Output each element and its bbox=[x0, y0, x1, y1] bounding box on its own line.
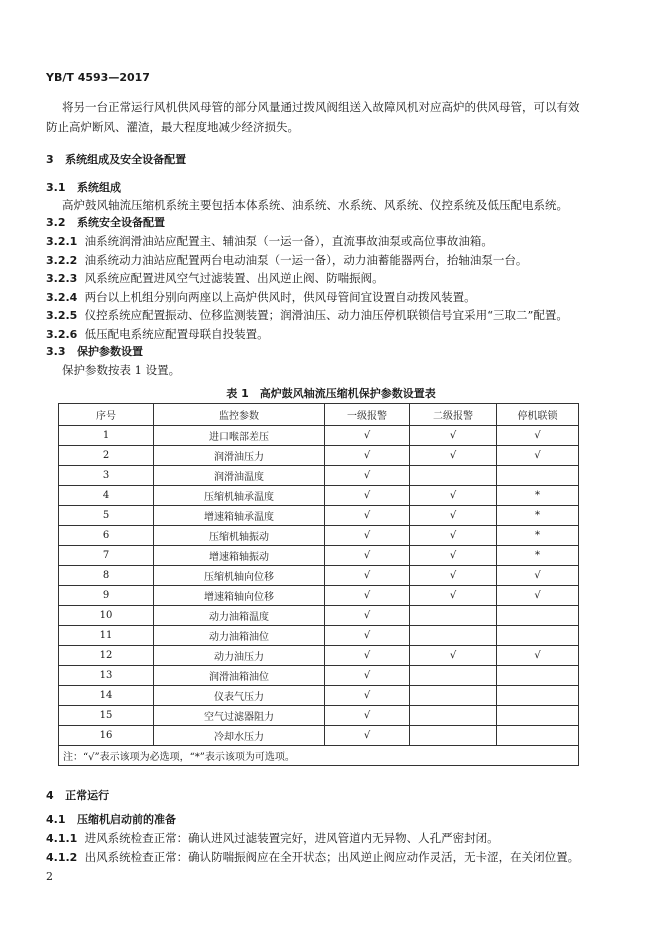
section-number: 3.1 bbox=[46, 181, 66, 194]
table-row bbox=[59, 686, 579, 706]
row-index-cell: 2 bbox=[59, 446, 154, 466]
level-2-alarm-cell: √ bbox=[410, 426, 497, 446]
clause-text: 风系统应配置进风空气过滤装置、出风逆止阀、防喘振阀。 bbox=[84, 271, 384, 285]
section-3-heading bbox=[46, 153, 186, 167]
section-title: 压缩机启动前的准备 bbox=[77, 813, 176, 826]
clause-text: 两台以上机组分别向两座以上高炉供风时，供风母管间宜设置自动拨风装置。 bbox=[84, 290, 476, 304]
row-index-cell: 11 bbox=[59, 626, 154, 646]
section-3-3-text: 保护参数按表 1 设置。 bbox=[62, 363, 181, 377]
section-title: 正常运行 bbox=[65, 789, 110, 802]
level-2-alarm-cell: √ bbox=[410, 486, 497, 506]
clause-number: 3.2.4 bbox=[46, 291, 78, 304]
table-row bbox=[59, 446, 579, 466]
table-header-row bbox=[59, 404, 579, 426]
table-row bbox=[59, 646, 579, 666]
table-row bbox=[59, 626, 579, 646]
clause-3-2-3 bbox=[46, 271, 384, 286]
parameter-cell: 空气过滤器阻力 bbox=[154, 706, 325, 726]
level-2-alarm-cell bbox=[410, 466, 497, 486]
clause-4-1-2 bbox=[46, 850, 579, 865]
shutdown-interlock-cell: √ bbox=[497, 446, 579, 466]
table-row bbox=[59, 586, 579, 606]
section-3-2-heading bbox=[46, 216, 165, 230]
level-2-alarm-cell bbox=[410, 606, 497, 626]
section-title: 系统安全设备配置 bbox=[77, 216, 165, 229]
table-row bbox=[59, 526, 579, 546]
level-1-alarm-cell: √ bbox=[325, 626, 410, 646]
row-index-cell: 12 bbox=[59, 646, 154, 666]
level-1-alarm-cell: √ bbox=[325, 586, 410, 606]
clause-number: 4.1.2 bbox=[46, 851, 78, 864]
level-1-alarm-cell: √ bbox=[325, 726, 410, 746]
level-1-alarm-cell: √ bbox=[325, 506, 410, 526]
level-1-alarm-cell: √ bbox=[325, 466, 410, 486]
level-1-alarm-cell: √ bbox=[325, 486, 410, 506]
table-note-row bbox=[59, 746, 579, 766]
section-number: 3 bbox=[46, 153, 54, 166]
table-caption: 表 1 高炉鼓风轴流压缩机保护参数设置表 bbox=[226, 387, 436, 400]
page-number: 2 bbox=[46, 870, 53, 883]
shutdown-interlock-cell bbox=[497, 626, 579, 646]
shutdown-interlock-cell bbox=[497, 606, 579, 626]
table-row bbox=[59, 566, 579, 586]
row-index-cell: 7 bbox=[59, 546, 154, 566]
table-row bbox=[59, 506, 579, 526]
clause-number: 4.1.1 bbox=[46, 832, 78, 845]
section-number: 4.1 bbox=[46, 813, 66, 826]
parameter-cell: 增速箱轴承温度 bbox=[154, 506, 325, 526]
shutdown-interlock-cell: * bbox=[497, 526, 579, 546]
clause-3-2-4 bbox=[46, 290, 476, 305]
clause-number: 3.2.2 bbox=[46, 254, 78, 267]
level-2-alarm-cell: √ bbox=[410, 586, 497, 606]
shutdown-interlock-cell bbox=[497, 706, 579, 726]
column-header: 停机联锁 bbox=[497, 404, 579, 426]
table-row bbox=[59, 726, 579, 746]
row-index-cell: 13 bbox=[59, 666, 154, 686]
intro-line-1: 将另一台正常运行风机供风母管的部分风量通过拨风阀组送入故障风机对应高炉的供风母管，可以有效 bbox=[62, 100, 580, 114]
column-header: 序号 bbox=[59, 404, 154, 426]
level-2-alarm-cell bbox=[410, 706, 497, 726]
shutdown-interlock-cell: √ bbox=[497, 426, 579, 446]
level-1-alarm-cell: √ bbox=[325, 446, 410, 466]
parameter-cell: 动力油箱温度 bbox=[154, 606, 325, 626]
column-header: 一级报警 bbox=[325, 404, 410, 426]
parameter-cell: 仪表气压力 bbox=[154, 686, 325, 706]
level-1-alarm-cell: √ bbox=[325, 646, 410, 666]
level-2-alarm-cell: √ bbox=[410, 646, 497, 666]
level-2-alarm-cell bbox=[410, 726, 497, 746]
row-index-cell: 15 bbox=[59, 706, 154, 726]
parameter-cell: 进口喉部差压 bbox=[154, 426, 325, 446]
parameter-cell: 增速箱轴向位移 bbox=[154, 586, 325, 606]
level-2-alarm-cell: √ bbox=[410, 506, 497, 526]
level-1-alarm-cell: √ bbox=[325, 546, 410, 566]
parameter-cell: 压缩机轴振动 bbox=[154, 526, 325, 546]
table-row bbox=[59, 546, 579, 566]
clause-number: 3.2.3 bbox=[46, 272, 78, 285]
section-3-3-heading bbox=[46, 345, 143, 359]
clause-text: 仪控系统应配置振动、位移监测装置；润滑油压、动力油压停机联锁信号宜采用“三取二”配置。 bbox=[84, 308, 568, 322]
level-1-alarm-cell: √ bbox=[325, 426, 410, 446]
section-title: 系统组成 bbox=[77, 181, 121, 194]
level-2-alarm-cell bbox=[410, 666, 497, 686]
level-1-alarm-cell: √ bbox=[325, 606, 410, 626]
clause-number: 3.2.6 bbox=[46, 328, 78, 341]
level-2-alarm-cell bbox=[410, 686, 497, 706]
shutdown-interlock-cell: √ bbox=[497, 586, 579, 606]
shutdown-interlock-cell: * bbox=[497, 506, 579, 526]
clause-text: 油系统润滑油站应配置主、辅油泵（一运一备），直流事故油泵或高位事故油箱。 bbox=[84, 234, 493, 248]
shutdown-interlock-cell: √ bbox=[497, 566, 579, 586]
clause-text: 出风系统检查正常：确认防喘振阀应在全开状态；出风逆止阀应动作灵活，无卡涩，在关闭位置。 bbox=[84, 850, 580, 864]
row-index-cell: 6 bbox=[59, 526, 154, 546]
clause-3-2-6 bbox=[46, 327, 269, 342]
protection-parameter-table bbox=[58, 403, 579, 766]
clause-4-1-1 bbox=[46, 831, 499, 846]
shutdown-interlock-cell bbox=[497, 686, 579, 706]
level-1-alarm-cell: √ bbox=[325, 666, 410, 686]
level-1-alarm-cell: √ bbox=[325, 526, 410, 546]
shutdown-interlock-cell: * bbox=[497, 546, 579, 566]
section-number: 3.2 bbox=[46, 216, 66, 229]
parameter-cell: 动力油箱油位 bbox=[154, 626, 325, 646]
parameter-cell: 增速箱轴振动 bbox=[154, 546, 325, 566]
clause-text: 进风系统检查正常：确认进风过滤装置完好，进风管道内无异物、人孔严密封闭。 bbox=[84, 831, 499, 845]
level-2-alarm-cell: √ bbox=[410, 566, 497, 586]
intro-line-2: 防止高炉断风、灌渣，最大程度地减少经济损失。 bbox=[46, 120, 299, 134]
clause-text: 低压配电系统应配置母联自投装置。 bbox=[84, 327, 269, 341]
row-index-cell: 5 bbox=[59, 506, 154, 526]
section-4-1-heading bbox=[46, 813, 176, 827]
level-2-alarm-cell: √ bbox=[410, 546, 497, 566]
clause-text: 油系统动力油站应配置两台电动油泵（一运一备），动力油蓄能器两台，抬轴油泵一台。 bbox=[84, 253, 528, 267]
shutdown-interlock-cell: * bbox=[497, 486, 579, 506]
clause-3-2-5 bbox=[46, 308, 568, 323]
clause-3-2-2 bbox=[46, 253, 527, 268]
parameter-cell: 润滑油温度 bbox=[154, 466, 325, 486]
table-row bbox=[59, 426, 579, 446]
parameter-cell: 润滑油压力 bbox=[154, 446, 325, 466]
parameter-cell: 压缩机轴向位移 bbox=[154, 566, 325, 586]
table-row bbox=[59, 486, 579, 506]
level-1-alarm-cell: √ bbox=[325, 706, 410, 726]
parameter-cell: 动力油压力 bbox=[154, 646, 325, 666]
document-code: YB/T 4593—2017 bbox=[46, 71, 150, 84]
table-row bbox=[59, 706, 579, 726]
row-index-cell: 8 bbox=[59, 566, 154, 586]
row-index-cell: 14 bbox=[59, 686, 154, 706]
clause-number: 3.2.1 bbox=[46, 235, 78, 248]
section-3-1-text: 高炉鼓风轴流压缩机系统主要包括本体系统、油系统、水系统、风系统、仪控系统及低压配电系统。 bbox=[62, 198, 568, 212]
column-header: 二级报警 bbox=[410, 404, 497, 426]
level-1-alarm-cell: √ bbox=[325, 686, 410, 706]
table-note: 注：“√”表示该项为必选项，“*”表示该项为可选项。 bbox=[59, 746, 579, 766]
shutdown-interlock-cell bbox=[497, 666, 579, 686]
row-index-cell: 3 bbox=[59, 466, 154, 486]
parameter-cell: 润滑油箱油位 bbox=[154, 666, 325, 686]
level-2-alarm-cell: √ bbox=[410, 526, 497, 546]
section-4-heading bbox=[46, 789, 109, 803]
row-index-cell: 16 bbox=[59, 726, 154, 746]
level-1-alarm-cell: √ bbox=[325, 566, 410, 586]
table-row bbox=[59, 666, 579, 686]
row-index-cell: 4 bbox=[59, 486, 154, 506]
section-number: 4 bbox=[46, 789, 54, 802]
table-row bbox=[59, 606, 579, 626]
shutdown-interlock-cell: √ bbox=[497, 646, 579, 666]
table-row bbox=[59, 466, 579, 486]
shutdown-interlock-cell bbox=[497, 726, 579, 746]
clause-number: 3.2.5 bbox=[46, 309, 78, 322]
section-title: 系统组成及安全设备配置 bbox=[65, 153, 187, 166]
level-2-alarm-cell bbox=[410, 626, 497, 646]
row-index-cell: 9 bbox=[59, 586, 154, 606]
parameter-cell: 压缩机轴承温度 bbox=[154, 486, 325, 506]
section-3-1-heading bbox=[46, 181, 121, 195]
parameter-cell: 冷却水压力 bbox=[154, 726, 325, 746]
row-index-cell: 10 bbox=[59, 606, 154, 626]
section-title: 保护参数设置 bbox=[77, 345, 143, 358]
clause-3-2-1 bbox=[46, 234, 493, 249]
level-2-alarm-cell: √ bbox=[410, 446, 497, 466]
shutdown-interlock-cell bbox=[497, 466, 579, 486]
column-header: 监控参数 bbox=[154, 404, 325, 426]
section-number: 3.3 bbox=[46, 345, 66, 358]
row-index-cell: 1 bbox=[59, 426, 154, 446]
